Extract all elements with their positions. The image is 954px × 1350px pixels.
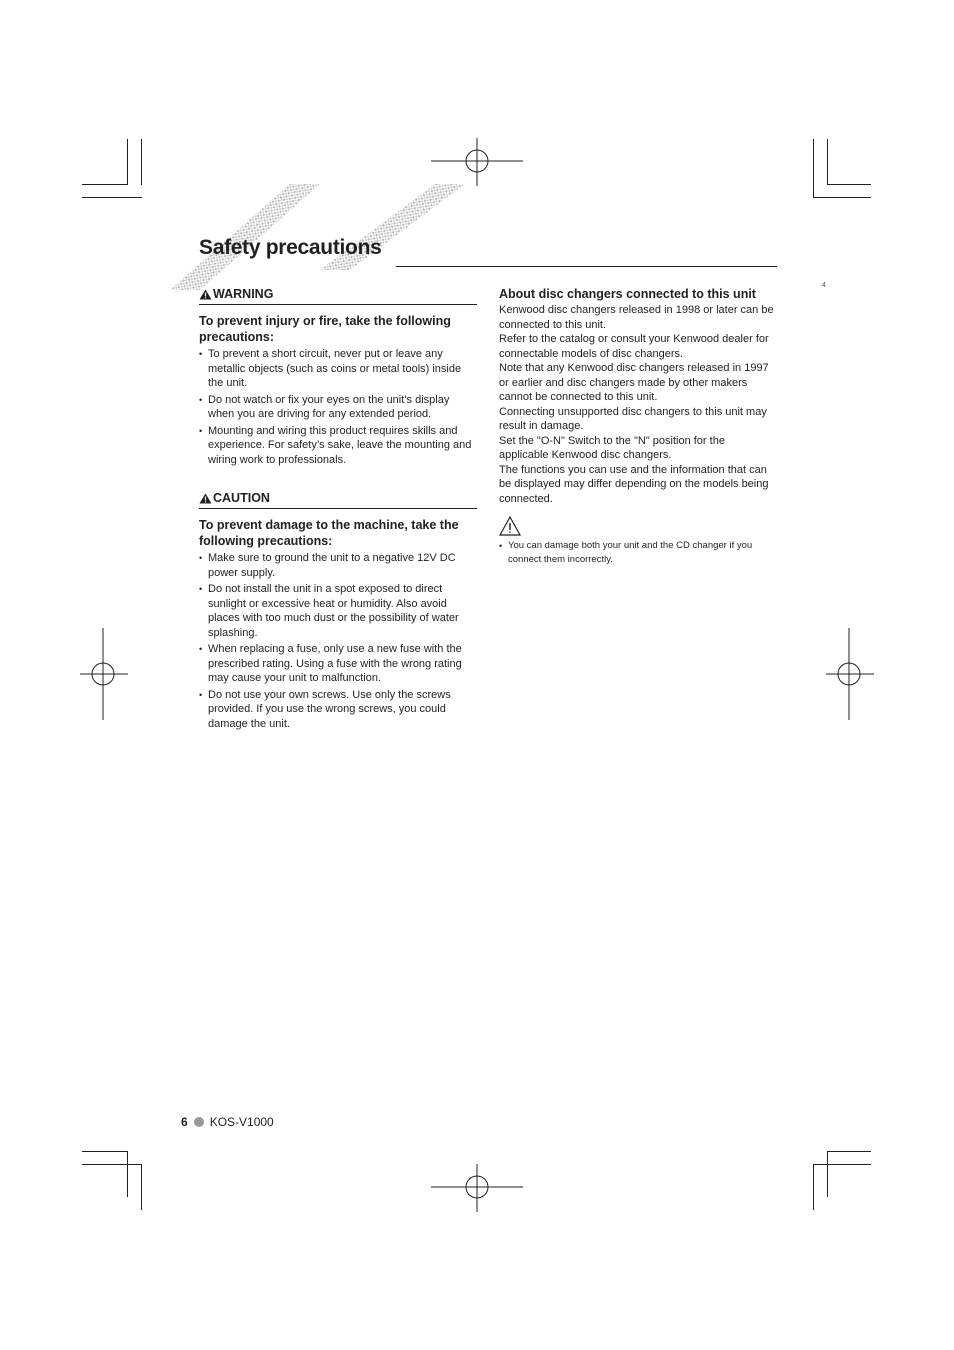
registration-mark-right xyxy=(826,628,874,720)
caution-header xyxy=(199,491,477,509)
warning-subheading: To prevent injury or fire, take the following precautions: xyxy=(199,314,451,344)
registration-mark-left xyxy=(80,628,128,720)
registration-mark-top xyxy=(431,138,523,186)
registration-mark-bottom xyxy=(431,1164,523,1212)
list-item: • Do not use your own screws. Use only the screws provided. If you use the wrong screws, you could damage the unit. xyxy=(199,688,477,732)
disc-changers-heading: About disc changers connected to this unit xyxy=(499,287,756,301)
paragraph: Note that any Kenwood disc changers released in 1997 or earlier and disc changers made by other makers cannot be connected to this unit. xyxy=(499,362,769,403)
warning-icon xyxy=(199,289,212,300)
right-column xyxy=(499,287,777,569)
warning-list xyxy=(199,347,477,467)
disc-changer-caution-list xyxy=(499,539,777,567)
list-item: • When replacing a fuse, only use a new fuse with the prescribed rating. Using a fuse with the wrong rating may cause your unit to malfunction. xyxy=(199,642,477,686)
caution-subheading: To prevent damage to the machine, take the following precautions: xyxy=(199,518,459,548)
left-column xyxy=(199,287,477,733)
page-footer xyxy=(181,1115,274,1129)
warning-label: WARNING xyxy=(213,287,274,301)
paragraph: Connecting unsupported disc changers to this unit may result in damage. xyxy=(499,405,767,432)
title-rule xyxy=(396,266,777,267)
bullet-dot-icon xyxy=(194,1117,204,1127)
list-item: • Mounting and wiring this product requires skills and experience. For safety’s sake, leave the mounting and wiring work to professionals. xyxy=(199,424,477,468)
caution-icon xyxy=(199,493,212,504)
list-item: • Make sure to ground the unit to a negative 12V DC power supply. xyxy=(199,551,477,580)
caution-outline-icon xyxy=(499,516,521,536)
list-item: • Do not watch or fix your eyes on the unit’s display when you are driving for any extended period. xyxy=(199,393,477,422)
paragraph: Set the "O-N" Switch to the "N" position for the applicable Kenwood disc changers. xyxy=(499,434,725,461)
paragraph: Refer to the catalog or consult your Kenwood dealer for connectable models of disc changers. xyxy=(499,333,769,360)
caution-label: CAUTION xyxy=(213,491,270,505)
model-name: KOS-V1000 xyxy=(209,1115,274,1129)
list-item: • Do not install the unit in a spot exposed to direct sunlight or excessive heat or humidity. Also avoid places with too much dust or the possibility of water splashing. xyxy=(199,582,477,640)
warning-header xyxy=(199,287,477,305)
paragraph: Kenwood disc changers released in 1998 or later can be connected to this unit. xyxy=(499,304,774,331)
list-item: • You can damage both your unit and the CD changer if you connect them incorrectly. xyxy=(499,539,777,567)
list-item: • To prevent a short circuit, never put or leave any metallic objects (such as coins or metal tools) inside the unit. xyxy=(199,347,477,391)
page-number: 6 xyxy=(181,1115,188,1129)
caution-list xyxy=(199,551,477,731)
side-mark: 4 xyxy=(822,282,826,289)
paragraph: The functions you can use and the information that can be displayed may differ depending on the models being connected. xyxy=(499,463,769,505)
page-title: Safety precautions xyxy=(199,236,382,259)
